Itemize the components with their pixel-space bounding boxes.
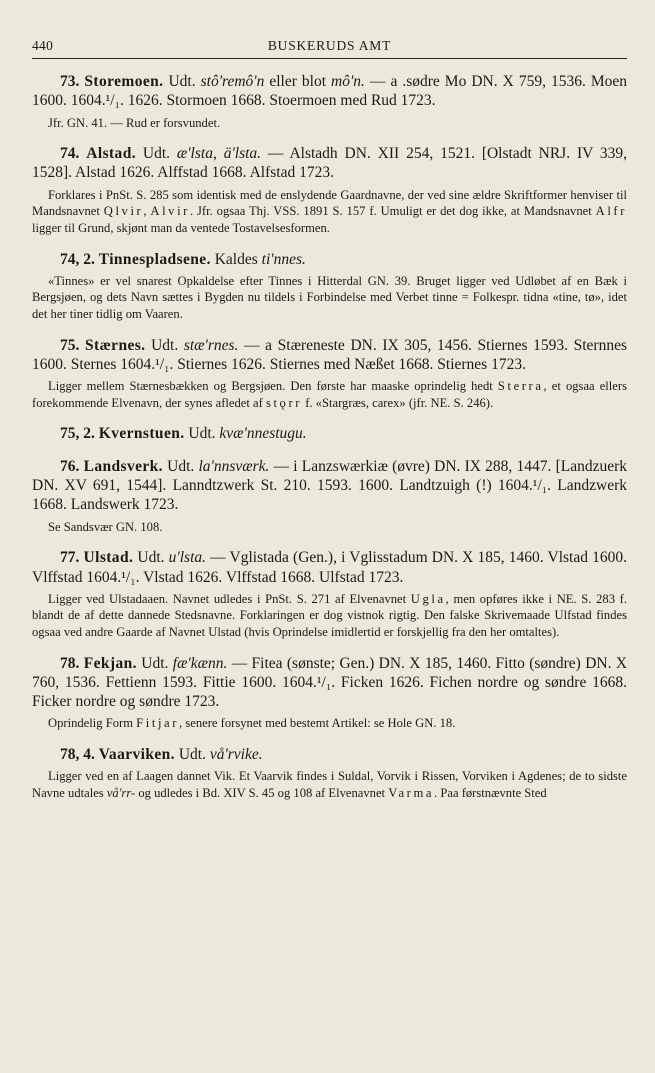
entry-note — [32, 715, 627, 732]
entry-note — [32, 378, 627, 411]
entry-number: 74. — [60, 145, 80, 163]
page-number: 440 — [32, 38, 54, 53]
entry-main-text — [32, 144, 627, 183]
text-run: eller blot — [264, 73, 332, 90]
entry-main-text — [32, 250, 627, 269]
farm-name: Landsverk. — [83, 457, 163, 475]
running-title: BUSKERUDS AMT — [267, 38, 392, 53]
text-run: — Alstadh DN. XII 254, 1521. [Olstadt NRJ. IV 339, 1528]. Alstad 1626. Alffstad 1668. Alfstad 1723. — [32, 145, 628, 182]
text-run: Kaldes — [210, 250, 262, 268]
pronunciation: mô'n. — [331, 73, 365, 90]
entry-77 — [32, 548, 627, 640]
text-run: , men opføres ikke i NE. S. 283 f. blandt de af dette dannede Stedsnavne. Forklaringen er dog vistnok rigtig. Den falske Skrivemaade Ulfstad findes ogsaa ved andre Gaarde af Navnet Ulstad (hvis Oprindelse imidlertid er forskjellig fra den her omtaltes). — [32, 591, 627, 639]
entry-73 — [32, 72, 627, 131]
entry-note — [32, 591, 627, 641]
farm-name: Fekjan. — [83, 654, 137, 672]
entry-main-text — [32, 745, 627, 764]
text-run: , — [143, 204, 151, 219]
entry-number: 77. — [60, 549, 80, 567]
farm-name: Vaarviken. — [98, 746, 175, 764]
entry-main-text — [32, 336, 627, 375]
text-run: ligger til Grund, skjønt man da ventede Tostavelsesformen. — [32, 220, 330, 235]
entry-note: «Tinnes» er vel snarest Opkaldelse efter Tinnes i Hitterdal GN. 39. Bruget ligger ved Udløbet af en Bæk i Bergsjøen, og dets Navn sættes i Bygden nu tildels i Forbindelse med Verbet tinne = Folkespr. tidna «tine, tø», idet det her tiner tidlig om Vaaren. — [32, 273, 627, 322]
pronunciation: ti'nnes. — [261, 250, 306, 268]
entry-main-text — [32, 457, 627, 515]
text-run: Oprindelig Form — [48, 716, 137, 731]
spaced-name: Sterra — [497, 379, 544, 394]
text-run: . Paa førstnævnte Sted — [434, 785, 547, 800]
entry-note: Jfr. GN. 41. — Rud er forsvundet. — [48, 115, 221, 130]
entry-main-text — [32, 548, 627, 587]
farm-name: Ulstad. — [83, 549, 134, 567]
entry-number: 73. — [60, 73, 80, 90]
pronunciation: la'nnsværk. — [198, 457, 270, 475]
entry-note: Se Sandsvær GN. 108. — [48, 519, 163, 534]
entry-number: 76. — [60, 457, 80, 475]
entry-number: 78, 4. — [60, 746, 95, 764]
pronunciation: u'lsta. — [168, 549, 207, 567]
text-run: — a .sødre Mo DN. X 759, 1536. Moen 1600. 1604.¹/₁. 1626. Stormoen 1668. Stoermoen med Rud 1723. — [32, 73, 628, 110]
entry-76 — [32, 457, 627, 535]
text-run: Udt. — [184, 425, 220, 443]
entry-main-text — [32, 72, 627, 111]
text-run: — Fitea (sønste; Gen.) DN. X 185, 1460. Fitto (søndre) DN. X 760, 1536. Fettienn 1593. Fittie 1600. 1604.¹/₁. Ficken 1626. Fichen nordre og søndre 1668. Ficker nordre og søndre 1723. — [32, 654, 628, 711]
farm-name: Storemoen. — [84, 73, 164, 90]
entry-number: 75. — [60, 336, 80, 354]
entry-main-text — [32, 424, 627, 443]
text-run: , et ogsaa ellers forekommende Elvenavn, der synes afledet af — [32, 379, 627, 410]
text-run: Udt. — [136, 654, 173, 672]
spaced-name: Qlvir — [103, 204, 144, 219]
pronunciation: fæ'kænn. — [172, 654, 228, 672]
running-header — [32, 36, 627, 59]
farm-name: Tinnespladsene. — [98, 250, 211, 268]
pronunciation: vå'rvike. — [209, 746, 263, 764]
entry-78-4 — [32, 745, 627, 801]
text-run: Udt. — [133, 549, 169, 567]
entry-74-2 — [32, 250, 627, 323]
text-run: Udt. — [163, 73, 201, 90]
text-run: f. «Stargræs, carex» (jfr. NE. S. 246). — [302, 395, 494, 410]
entry-number: 75, 2. — [60, 425, 95, 443]
text-run: Udt. — [136, 145, 177, 163]
pronunciation: stô'remô'n — [200, 73, 265, 90]
spaced-name: Alvir — [150, 204, 190, 219]
entry-75 — [32, 336, 627, 412]
text-run: — i Lanzswærkiæ (øvre) DN. IX 288, 1447. [Landzuerk DN. XV 691, 1544]. Lanndtzwerk St. 210. 1593. 1600. Landtzuigh (!) 1604.¹/₁. Landzwerk 1668. Landswerk 1723. — [32, 457, 628, 514]
farm-name: Alstad. — [86, 145, 137, 163]
text-run: — Vglistada (Gen.), i Vglisstadum DN. X 185, 1460. Vlstad 1600. Vlffstad 1604.¹/₁. Vlstad 1626. Vlffstad 1668. Ulfstad 1723. — [32, 549, 627, 586]
entry-note — [32, 187, 627, 237]
text-run: , senere forsynet med bestemt Artikel: se Hole GN. 18. — [179, 716, 456, 731]
farm-name: Kvernstuen. — [98, 425, 185, 443]
entry-74 — [32, 144, 627, 236]
pronunciation: stæ'rnes. — [183, 336, 239, 354]
text-run: Udt. — [145, 336, 184, 354]
entry-note — [32, 768, 627, 801]
text-run: Ligger ved Ulstadaaen. Navnet udledes i PnSt. S. 271 af Elvenavnet — [48, 591, 411, 606]
pronunciation: æ'lsta, ä'lsta. — [176, 145, 262, 163]
entry-78 — [32, 654, 627, 732]
entry-number: 74, 2. — [60, 250, 95, 268]
spaced-name: Alfr — [595, 204, 628, 219]
entry-main-text — [32, 654, 627, 712]
farm-name: Stærnes. — [85, 336, 146, 354]
spaced-name: Varma — [388, 785, 435, 800]
text-run: Ligger ved en af Laagen dannet Vik. Et Vaarvik findes i Suldal, Vorvik i Rissen, Vorviken i Agdenes; de to sidste Navne udtales — [32, 769, 627, 800]
text-run: og udledes i Bd. XIV S. 45 og 108 af Elvenavnet — [135, 785, 389, 800]
text-run: Udt. — [162, 457, 199, 475]
text-run: Udt. — [174, 746, 210, 764]
entry-number: 78. — [60, 654, 80, 672]
spaced-name: Ugla — [410, 591, 446, 606]
pronunciation: vå'rr- — [106, 785, 136, 800]
pronunciation: kvæ'nnestugu. — [219, 425, 307, 443]
text-run: Forklares i PnSt. S. 285 som identisk med de enslydende Gaardnavne, der ved sine ældre Skriftformer henviser til Mandsnavnet — [32, 187, 627, 219]
spaced-name: stǫrr — [265, 395, 303, 410]
text-run: — a Stæreneste DN. IX 305, 1456. Stiernes 1593. Sternnes 1600. Sternes 1604.¹/₁. Stiernes 1626. Stiernes med Næßet 1668. Stiernes 1723. — [32, 336, 627, 373]
text-run: . Jfr. ogsaa Thj. VSS. 1891 S. 157 f. Umuligt er det dog ikke, at Mandsnavnet — [189, 204, 596, 219]
text-run: Ligger mellem Stærnesbækken og Bergsjøen. Den første har maaske oprindelig hedt — [48, 379, 498, 394]
spaced-name: Fitjar — [136, 716, 180, 731]
page-content — [32, 72, 627, 815]
entry-75-2 — [32, 424, 627, 443]
